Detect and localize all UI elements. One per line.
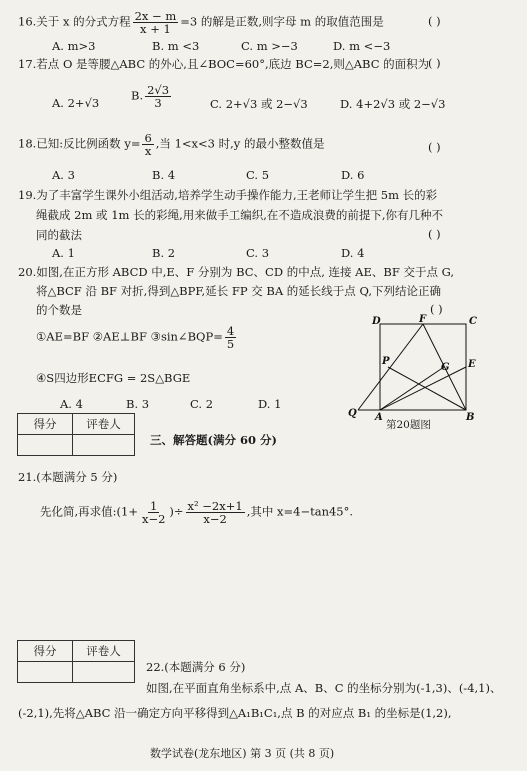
q20-option-c: C. 2 (190, 397, 214, 411)
q17-option-d: D. 4+2√3 或 2−√3 (340, 97, 446, 111)
q20-sin-fraction (225, 325, 236, 350)
label-d: D (372, 316, 381, 327)
q20-sin-den: 5 (226, 337, 235, 352)
q19-line-3: 同的截法 (36, 228, 82, 242)
q18-option-b: B. 4 (152, 168, 176, 182)
score-box-1 (17, 413, 135, 456)
q18-suffix: ,当 1<x<3 时,y 的最小整数值是 (155, 136, 325, 151)
segment-ae (380, 367, 466, 410)
q22-line-1: 如图,在平面直角坐标系中,点 A、B、C 的坐标分别为(-1,3)、(-4,1)、 (146, 681, 502, 695)
q20-option-d: D. 1 (258, 397, 282, 411)
label-a: A (375, 412, 383, 423)
q17-option-b-num: 2√3 (147, 83, 170, 97)
q21-lead: 先化简,再求值:(1+ (40, 504, 138, 519)
q19-line-1: 19.为了丰富学生课外小组活动,培养学生动手操作能力,王老师让学生把 5m 长的彩 (18, 188, 438, 202)
q18-answer-paren: ( ) (428, 140, 441, 154)
q20-line-3: 的个数是 (36, 303, 82, 317)
segment-fq (358, 324, 423, 410)
q19-option-d: D. 4 (341, 246, 365, 260)
label-c: C (469, 316, 477, 327)
q17-option-b-den: 3 (154, 96, 162, 111)
q20-figure (340, 312, 480, 432)
score-label: 得分 (18, 641, 73, 662)
label-p: P (382, 356, 390, 367)
q18-option-a: A. 3 (52, 168, 75, 182)
q21-fraction-1 (140, 500, 167, 525)
q16-fraction (133, 10, 179, 35)
q17-stem: 17.若点 O 是等腰△ABC 的外心,且∠BOC=60°,底边 BC=2,则△ABC 的面积为 (18, 57, 430, 71)
label-b: B (466, 412, 475, 423)
q20-answer-paren: ( ) (430, 302, 443, 316)
q21-mid: )÷ (169, 504, 184, 519)
q16-answer-paren: ( ) (428, 14, 441, 28)
q21-expression (40, 500, 353, 525)
q20-conclusion-4: ④S四边形ECFG = 2S△BGE (36, 371, 191, 385)
grader-label: 评卷人 (73, 414, 135, 435)
q20-sin-num: 4 (226, 324, 235, 338)
page-footer: 数学试卷(龙东地区) 第 3 页 (共 8 页) (150, 747, 335, 760)
q20-line-1: 20.如图,在正方形 ABCD 中,E、F 分别为 BC、CD 的中点, 连接 AE、BF 交于点 G, (18, 265, 455, 279)
q17-option-a: A. 2+√3 (52, 96, 100, 110)
q20-option-b: B. 3 (126, 397, 150, 411)
label-q: Q (348, 408, 357, 419)
label-f: F (419, 314, 427, 325)
grader-label: 评卷人 (73, 641, 135, 662)
segment-pb (388, 367, 466, 410)
q18-stem (18, 132, 324, 157)
q20-option-a: A. 4 (60, 397, 83, 411)
q22-line-2: (-2,1),先将△ABC 沿一确定方向平移得到△A₁B₁C₁,点 B 的对应点 B₁ 的坐标是(1,2), (18, 706, 452, 720)
grader-cell[interactable] (73, 662, 135, 683)
q18-fraction (142, 132, 153, 157)
q20-conclusions-text: ①AE=BF ②AE⊥BF ③sin∠BQP= (36, 329, 223, 344)
q16-den: x + 1 (140, 22, 171, 37)
q21-fraction-2 (186, 500, 245, 525)
q19-option-c: C. 3 (246, 246, 270, 260)
q20-figure-caption: 第20题图 (386, 419, 431, 431)
score-label: 得分 (18, 414, 73, 435)
q16-prefix: 16.关于 x 的分式方程 (18, 14, 131, 29)
q18-option-c: C. 5 (246, 168, 270, 182)
q16-stem (18, 10, 384, 35)
q17-option-b-fraction (145, 84, 171, 109)
q19-option-a: A. 1 (52, 246, 75, 260)
grader-cell[interactable] (73, 435, 135, 456)
q21-tail: ,其中 x=4−tan45°. (246, 504, 354, 519)
q17-option-b (131, 84, 173, 109)
q18-num: 6 (144, 131, 152, 145)
q16-suffix: =3 的解是正数,则字母 m 的取值范围是 (180, 14, 384, 29)
q19-option-b: B. 2 (152, 246, 176, 260)
section-3-heading: 三、解答题(满分 60 分) (150, 433, 277, 447)
q17-option-b-label: B. (131, 88, 144, 103)
q21-f1-num: 1 (150, 499, 158, 513)
q19-line-2: 绳截成 2m 或 1m 长的彩绳,用来做手工编织,在不造成浪费的前提下,你有几种不 (36, 208, 444, 222)
label-g: G (441, 362, 450, 373)
q20-conclusions-1-3 (36, 325, 238, 350)
q21-f1-den: x−2 (141, 512, 166, 527)
q16-option-d: D. m <−3 (333, 39, 391, 53)
segment-ag (380, 367, 444, 410)
score-cell[interactable] (18, 435, 73, 456)
score-box-2 (17, 640, 135, 683)
q21-f2-num: x² −2x+1 (187, 499, 243, 513)
q18-option-d: D. 6 (341, 168, 365, 182)
q19-answer-paren: ( ) (428, 227, 441, 241)
q22-title: 22.(本题满分 6 分) (146, 660, 246, 674)
q18-den: x (144, 144, 152, 159)
q20-line-2: 将△BCF 沿 BF 对折,得到△BPF,延长 FP 交 BA 的延长线于点 Q,下列结论正确 (36, 284, 441, 298)
label-e: E (468, 359, 476, 370)
score-cell[interactable] (18, 662, 73, 683)
square-abcd (380, 324, 466, 410)
q21-f2-den: x−2 (203, 512, 227, 527)
q16-option-c: C. m >−3 (241, 39, 298, 53)
q21-title: 21.(本题满分 5 分) (18, 470, 118, 484)
q16-option-b: B. m <3 (152, 39, 200, 53)
q16-num: 2x − m (134, 9, 177, 23)
q16-option-a: A. m>3 (52, 39, 96, 53)
q17-answer-paren: ( ) (428, 56, 441, 70)
q18-prefix: 18.已知:反比例函数 y= (18, 136, 141, 151)
q17-option-c: C. 2+√3 或 2−√3 (210, 97, 308, 111)
